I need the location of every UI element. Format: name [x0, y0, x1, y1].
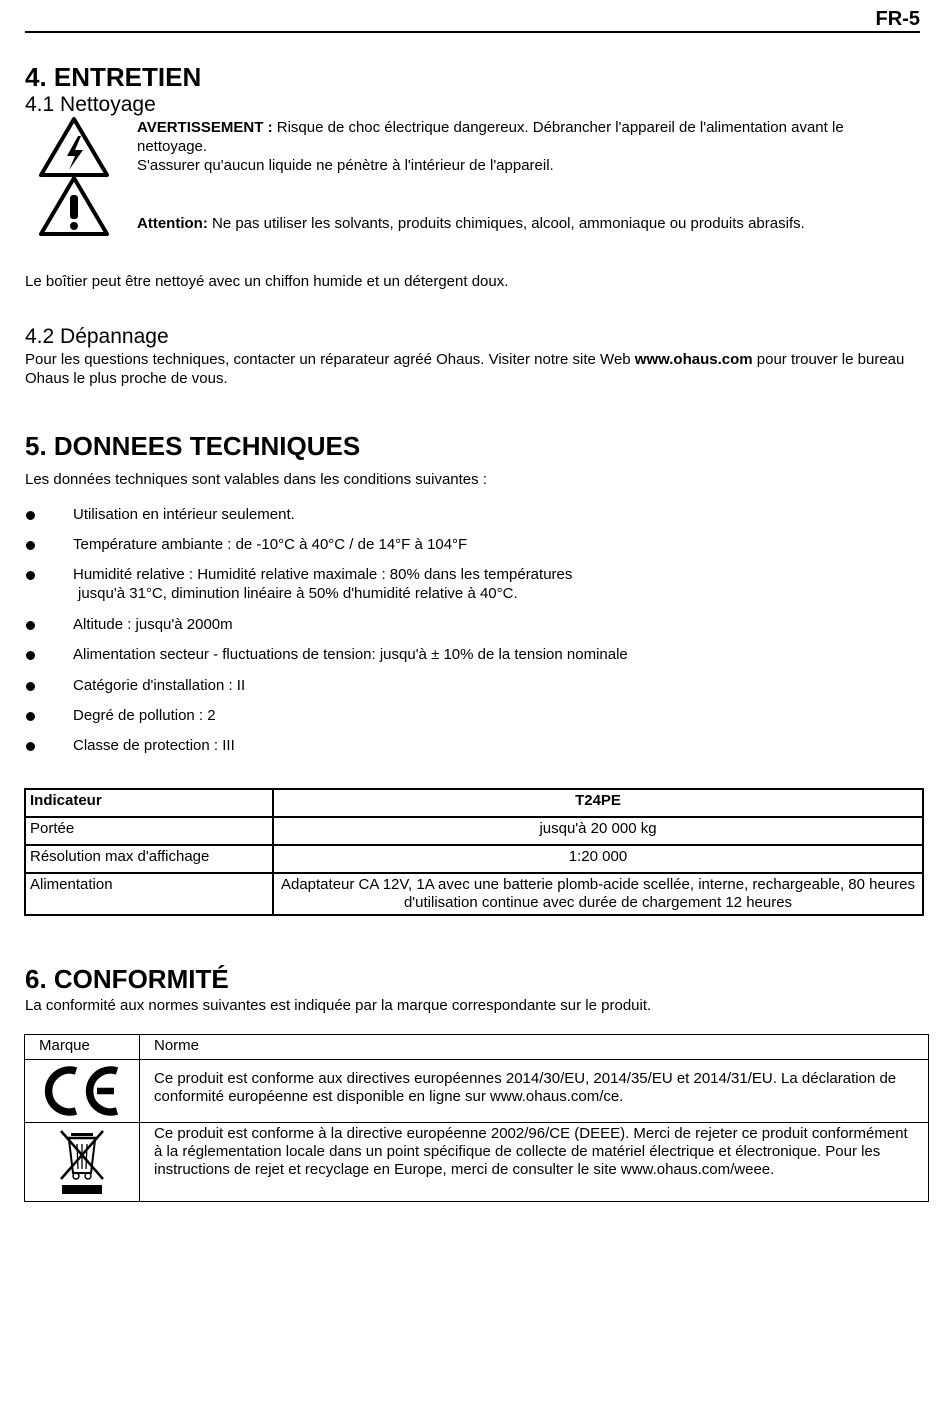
- table-cell: [25, 1060, 140, 1123]
- attention-paragraph: [137, 214, 917, 233]
- caution-exclamation-icon: [38, 175, 110, 237]
- attention-label: Attention:: [137, 215, 208, 232]
- list-item: Alimentation secteur - fluctuations de tension: jusqu'à ± 10% de la tension nominale: [25, 645, 628, 664]
- section-6-title: 6. CONFORMITÉ: [25, 964, 229, 994]
- table-header-cell: Norme: [140, 1035, 929, 1060]
- table-cell: [25, 1123, 140, 1202]
- table-cell: jusqu'à 20 000 kg: [273, 817, 923, 845]
- table-cell: 1:20 000: [273, 845, 923, 873]
- table-header-row: [25, 1035, 929, 1060]
- list-item: Degré de pollution : 2: [25, 706, 216, 725]
- bullet-icon: [26, 571, 35, 580]
- table-row: [25, 845, 923, 873]
- liquid-warning-text: S'assurer qu'aucun liquide ne pénètre à l'intérieur de l'appareil.: [137, 157, 554, 174]
- table-cell: Alimentation: [25, 873, 273, 915]
- section-4-2-title: 4.2 Dépannage: [25, 325, 169, 348]
- housing-cleaning-text: Le boîtier peut être nettoyé avec un chiffon humide et un détergent doux.: [25, 273, 509, 290]
- bullet-icon: [26, 712, 35, 721]
- bullet-icon: [26, 541, 35, 550]
- table-header-cell: Indicateur: [25, 789, 273, 817]
- warning-paragraph: [137, 118, 917, 156]
- list-item: Température ambiante : de -10°C à 40°C / de 14°F à 104°F: [25, 535, 467, 554]
- weee-bin-icon: [57, 1127, 107, 1197]
- ce-mark-icon: [42, 1063, 122, 1119]
- humidity-continuation: jusqu'à 31°C, diminution linéaire à 50% d'humidité relative à 40°C.: [78, 585, 518, 602]
- table-cell: Résolution max d'affichage: [25, 845, 273, 873]
- table-cell: Ce produit est conforme à la directive européenne 2002/96/CE (DEEE). Merci de rejeter ce produit conformément à la réglementation locale dans un point spécifique de collecte de matériel électrique et électronique. Pour les instructions de rejet et recyclage en Europe, merci de consulter le site www.ohaus.com/weee.: [140, 1123, 929, 1202]
- section-5-title: 5. DONNEES TECHNIQUES: [25, 431, 361, 461]
- website-link[interactable]: www.ohaus.com: [634, 351, 753, 368]
- warning-text: Risque de choc électrique dangereux. Débrancher l'appareil de l'alimentation avant le nettoyage.: [137, 119, 844, 155]
- list-item: Classe de protection : III: [25, 736, 235, 755]
- section-4-1-title: 4.1 Nettoyage: [25, 93, 156, 116]
- table-row: [25, 817, 923, 845]
- troubleshooting-paragraph: [25, 350, 925, 388]
- table-cell: Ce produit est conforme aux directives européennes 2014/30/EU, 2014/35/EU et 2014/31/EU. La déclaration de conformité européenne est disponible en ligne sur www.ohaus.com/ce.: [140, 1060, 929, 1123]
- electric-shock-warning-icon: [38, 116, 110, 178]
- table-cell: Adaptateur CA 12V, 1A avec une batterie plomb-acide scellée, interne, rechargeable, 80 heures d'utilisation continue avec durée de chargement 12 heures: [273, 873, 923, 915]
- list-item: Utilisation en intérieur seulement.: [25, 505, 295, 524]
- table-row: [25, 1060, 929, 1123]
- conformity-table: [24, 1034, 929, 1202]
- bullet-icon: [26, 682, 35, 691]
- table-header-cell: Marque: [25, 1035, 140, 1060]
- table-header-row: [25, 789, 923, 817]
- list-item: Altitude : jusqu'à 2000m: [25, 615, 233, 634]
- warning-label: AVERTISSEMENT :: [137, 119, 273, 136]
- specifications-table: [24, 788, 924, 916]
- table-header-cell: T24PE: [273, 789, 923, 817]
- table-cell: Portée: [25, 817, 273, 845]
- section-4-title: 4. ENTRETIEN: [25, 62, 202, 92]
- attention-text: Ne pas utiliser les solvants, produits chimiques, alcool, ammoniaque ou produits abrasifs.: [207, 215, 805, 232]
- bullet-icon: [26, 511, 35, 520]
- troubleshooting-text-start: Pour les questions techniques, contacter un réparateur agréé Ohaus. Visiter notre site Web: [25, 351, 635, 368]
- list-item: Catégorie d'installation : II: [25, 676, 245, 695]
- bullet-icon: [26, 742, 35, 751]
- list-item: Humidité relative : Humidité relative maximale : 80% dans les températures jusqu'à 31°C, diminution linéaire à 50% d'humidité relative à 40°C.: [25, 565, 572, 603]
- bullet-icon: [26, 651, 35, 660]
- bullet-icon: [26, 621, 35, 630]
- conformity-intro: La conformité aux normes suivantes est indiquée par la marque correspondante sur le produit.: [25, 997, 652, 1014]
- header-rule: [25, 31, 920, 33]
- table-row: [25, 1123, 929, 1202]
- technical-data-intro: Les données techniques sont valables dans les conditions suivantes :: [25, 471, 487, 488]
- troubleshooting-text-end: pour trouver le bureau Ohaus le plus proche de vous.: [25, 351, 905, 387]
- page-number: FR-5: [875, 8, 920, 30]
- table-row: [25, 873, 923, 915]
